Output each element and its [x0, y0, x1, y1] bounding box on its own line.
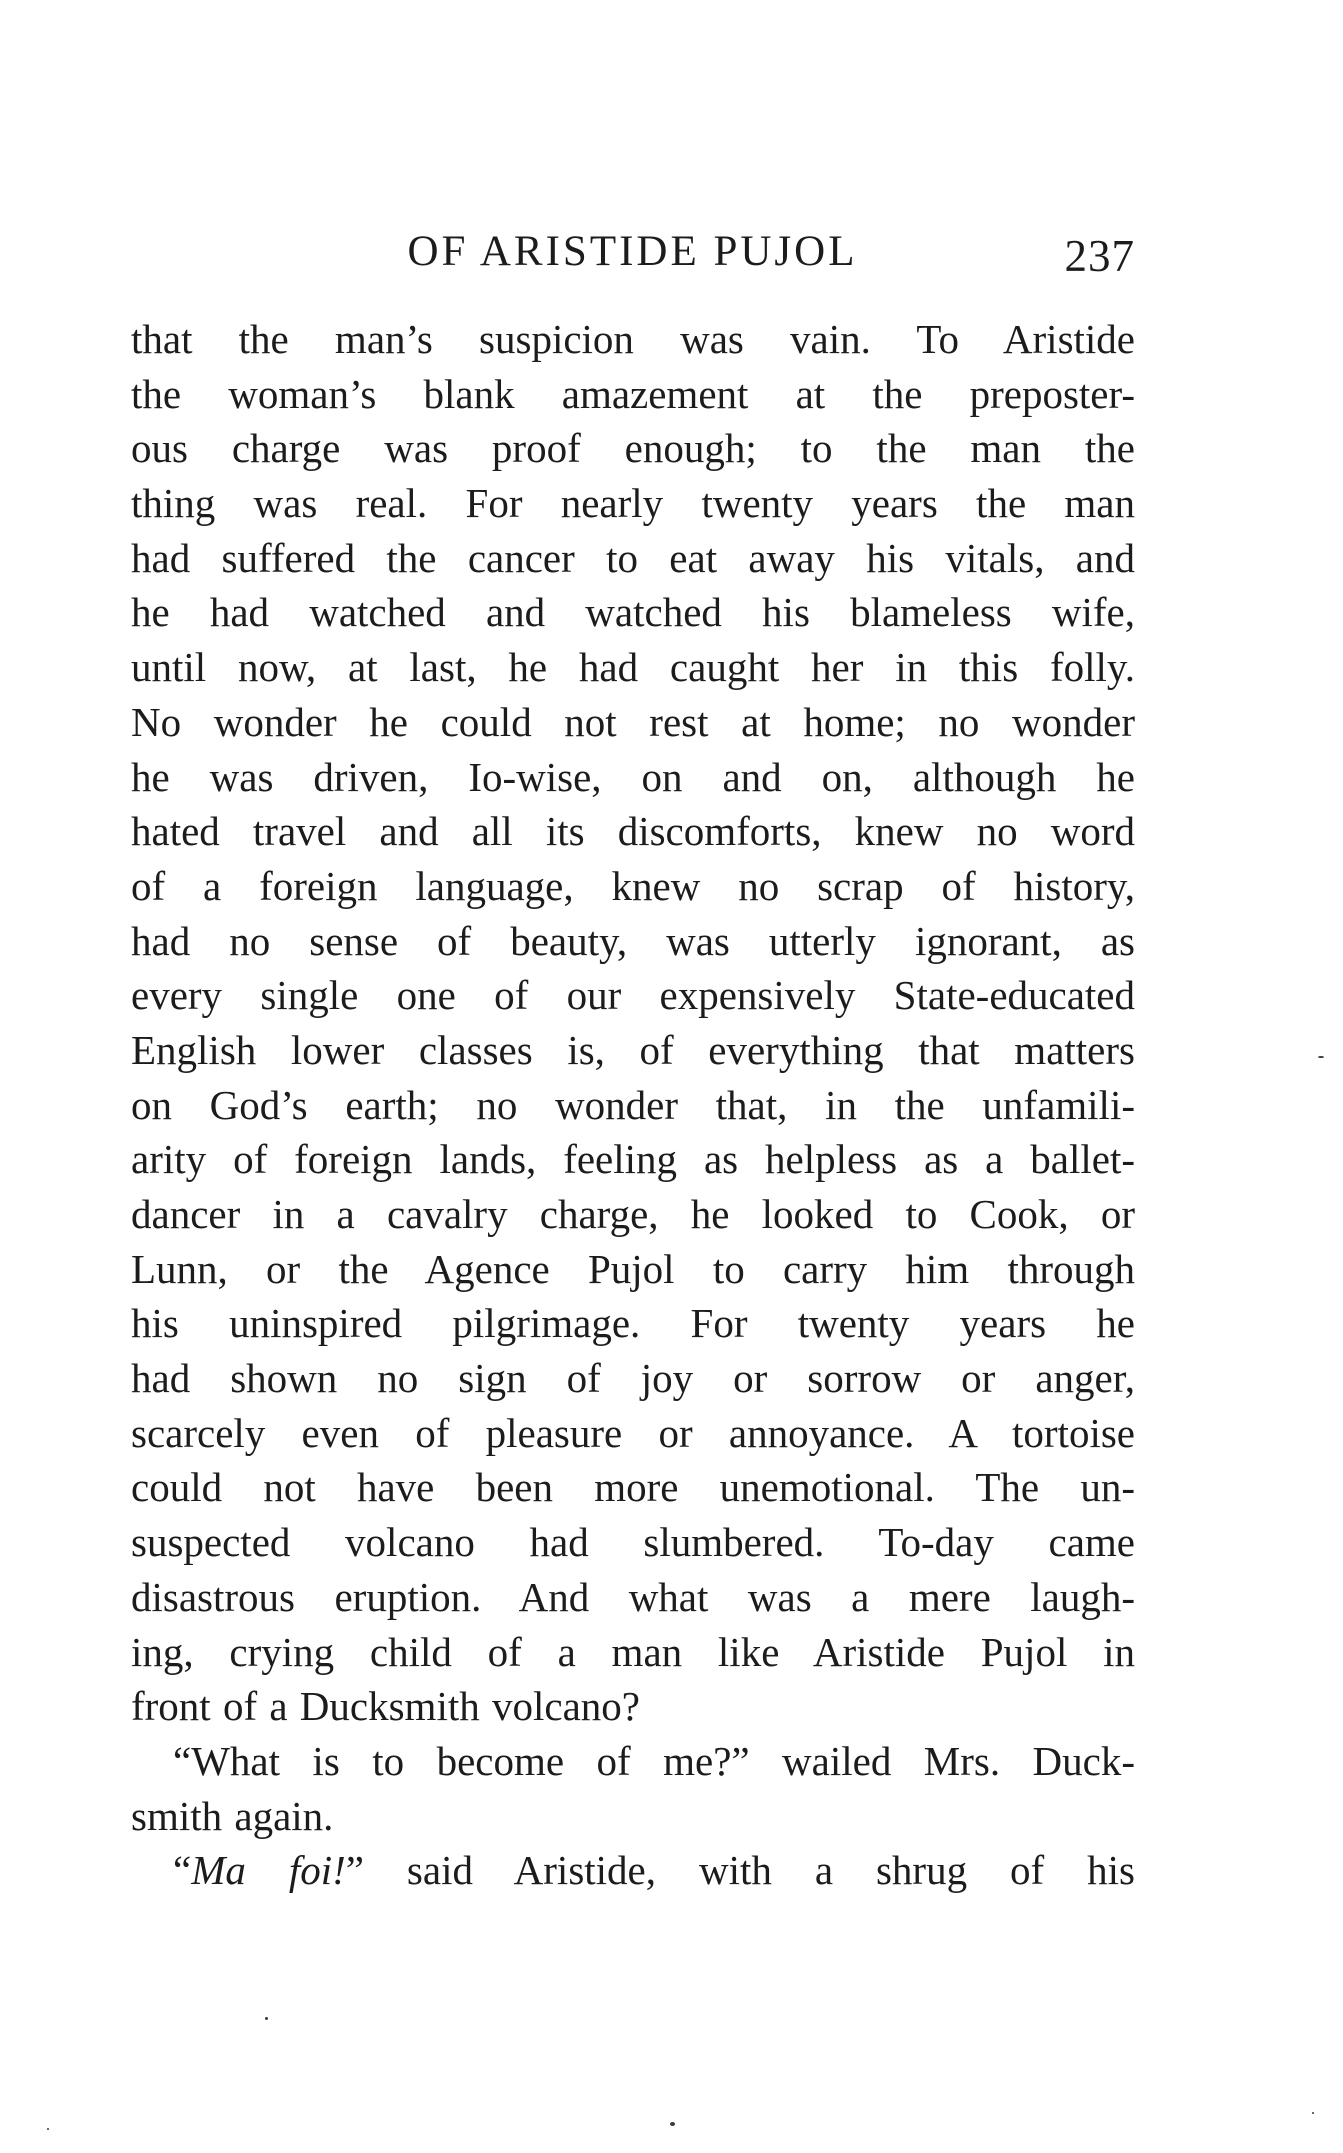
text-line: scarcely even of pleasure or annoyance. A tortoise [131, 1409, 1135, 1456]
quote-close: ” [345, 1847, 364, 1894]
text-line: every single one of our expensively State-educated [131, 972, 1135, 1019]
text-line: had shown no sign of joy or sorrow or anger, [131, 1355, 1135, 1402]
text-line: his uninspired pilgrimage. For twenty years he [131, 1300, 1135, 1347]
final-line-rest: said Aristide, with a shrug of his [363, 1847, 1136, 1894]
scan-speck [1312, 2112, 1314, 2114]
text-line: he was driven, Io-wise, on and on, although he [131, 753, 1135, 800]
text-line: English lower classes is, of everything that matters [131, 1026, 1135, 1073]
running-title: OF ARISTIDE PUJOL [407, 228, 858, 275]
text-line: the woman’s blank amazement at the preposter- [131, 370, 1135, 417]
scan-speck [47, 2128, 49, 2130]
page-number: 237 [1064, 231, 1135, 281]
text-line: Lunn, or the Agence Pujol to carry him through [131, 1245, 1135, 1292]
text-line: could not have been more unemotional. The un- [131, 1464, 1135, 1511]
quote-open: “ [173, 1847, 192, 1894]
text-line: that the man’s suspicion was vain. To Aristide [131, 316, 1135, 362]
text-line: hated travel and all its discomforts, knew no word [131, 808, 1135, 855]
text-line: disastrous eruption. And what was a mere laugh- [131, 1573, 1135, 1620]
text-line: he had watched and watched his blameless wife, [131, 589, 1135, 636]
running-head [130, 222, 1135, 282]
text-line: ing, crying child of a man like Aristide Pujol in [131, 1628, 1135, 1675]
scan-speck [1318, 1056, 1324, 1058]
text-line: ous charge was proof enough; to the man the [131, 425, 1135, 472]
text-line: thing was real. For nearly twenty years the man [131, 480, 1135, 527]
text-line: smith again. [131, 1792, 334, 1839]
body-text [131, 312, 1135, 1898]
text-line: “What is to become of me?” wailed Mrs. Duck- [173, 1737, 1135, 1784]
text-line: dancer in a cavalry charge, he looked to Cook, or [131, 1191, 1135, 1237]
text-line: on God’s earth; no wonder that, in the unfamili- [131, 1081, 1135, 1128]
text-line: front of a Ducksmith volcano? [131, 1683, 640, 1730]
text-line: had suffered the cancer to eat away his vitals, and [131, 534, 1135, 581]
text-line: until now, at last, he had caught her in this folly. [131, 644, 1135, 691]
scan-speck [265, 2017, 268, 2020]
text-line: of a foreign language, knew no scrap of history, [131, 862, 1135, 909]
text-line: arity of foreign lands, feeling as helpless as a ballet- [131, 1136, 1135, 1183]
text-line-final [131, 1843, 1135, 1898]
text-line: suspected volcano had slumbered. To-day came [131, 1519, 1135, 1566]
text-line: had no sense of beauty, was utterly ignorant, as [131, 917, 1135, 964]
italic-phrase: Ma foi! [191, 1847, 346, 1894]
scan-speck [670, 2122, 675, 2126]
text-line: No wonder he could not rest at home; no wonder [131, 698, 1135, 745]
